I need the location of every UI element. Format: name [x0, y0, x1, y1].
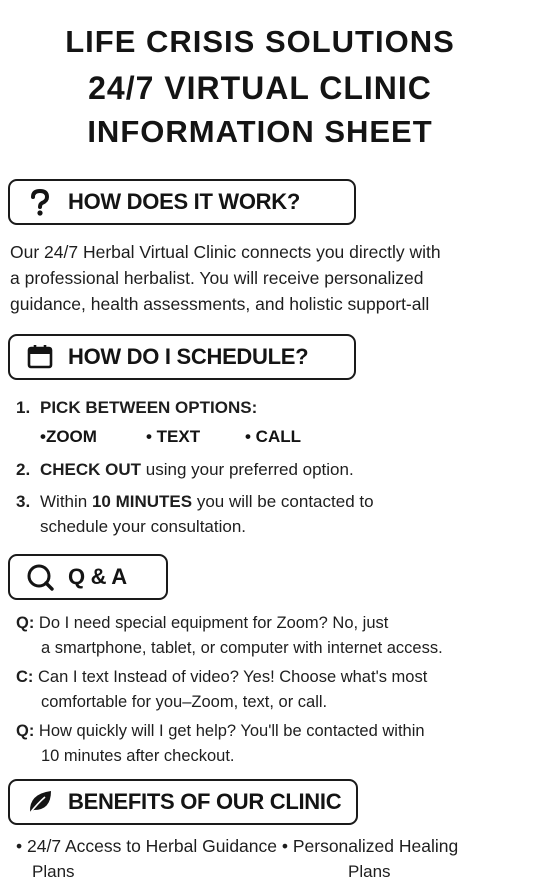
option-text: • TEXT — [146, 427, 201, 446]
calendar-icon — [26, 343, 54, 371]
body-line: guidance, health assessments, and holistic support-all — [10, 294, 430, 314]
option-call: • CALL — [245, 427, 301, 446]
qa-text-cont: a smartphone, tablet, or computer with internet access. — [41, 639, 443, 657]
qa-item — [16, 719, 425, 769]
qa-title: Q & A — [68, 564, 127, 589]
header-line-3: INFORMATION SHEET — [87, 114, 433, 149]
step-bold: 10 MINUTES — [91, 492, 193, 511]
qa-heading — [8, 554, 168, 600]
how-it-works-heading — [8, 179, 356, 225]
step-number: 1. — [16, 398, 31, 417]
step-rest: using your preferred option. — [141, 460, 354, 479]
qa-text: How quickly will I get help? You'll be contacted within — [34, 722, 425, 740]
how-it-works-title: HOW DOES IT WORK? — [68, 189, 300, 214]
qa-item — [16, 665, 427, 715]
benefits-line-1: • 24/7 Access to Herbal Guidance • Personalized Healing — [16, 836, 459, 856]
qa-text: Can I text Instead of video? Yes! Choose what's most — [33, 668, 428, 686]
benefits-line-2-right: Plans — [348, 862, 391, 877]
how-it-works-body — [10, 239, 550, 317]
step-pre: Within — [40, 492, 92, 511]
qa-key: C: — [16, 668, 34, 686]
schedule-title: HOW DO I SCHEDULE? — [68, 344, 309, 369]
step-number: 2. — [16, 460, 31, 479]
step-bold: CHECK OUT — [40, 460, 142, 479]
qa-text-cont: comfortable for you–Zoom, text, or call. — [41, 693, 328, 711]
step-number: 3. — [16, 492, 31, 511]
leaf-icon — [26, 788, 54, 816]
benefits-title: BENEFITS OF OUR CLINIC — [68, 789, 342, 814]
question-mark-icon — [26, 188, 54, 216]
benefits-heading — [8, 779, 358, 825]
qa-key: Q: — [16, 614, 35, 632]
qa-key: Q: — [16, 722, 35, 740]
step-rest: you will be contacted to — [192, 492, 374, 511]
schedule-heading — [8, 334, 356, 380]
body-line: Our 24/7 Herbal Virtual Clinic connects you directly with — [10, 242, 441, 262]
header-line-2: 24/7 VIRTUAL CLINIC — [88, 70, 432, 106]
qa-item — [16, 611, 443, 661]
option-zoom: •ZOOM — [40, 427, 97, 446]
step-text: PICK BETWEEN OPTIONS: — [40, 398, 258, 417]
header-line-1: LIFE CRISIS SOLUTIONS — [65, 24, 455, 59]
search-icon — [26, 563, 54, 591]
benefits-line-2-left: Plans — [32, 862, 75, 877]
qa-text-cont: 10 minutes after checkout. — [41, 747, 235, 765]
qa-text: Do I need special equipment for Zoom? No, just — [34, 614, 389, 632]
body-line: a professional herbalist. You will receive personalized — [10, 268, 424, 288]
schedule-step-3-line-2: schedule your consultation. — [40, 517, 247, 536]
